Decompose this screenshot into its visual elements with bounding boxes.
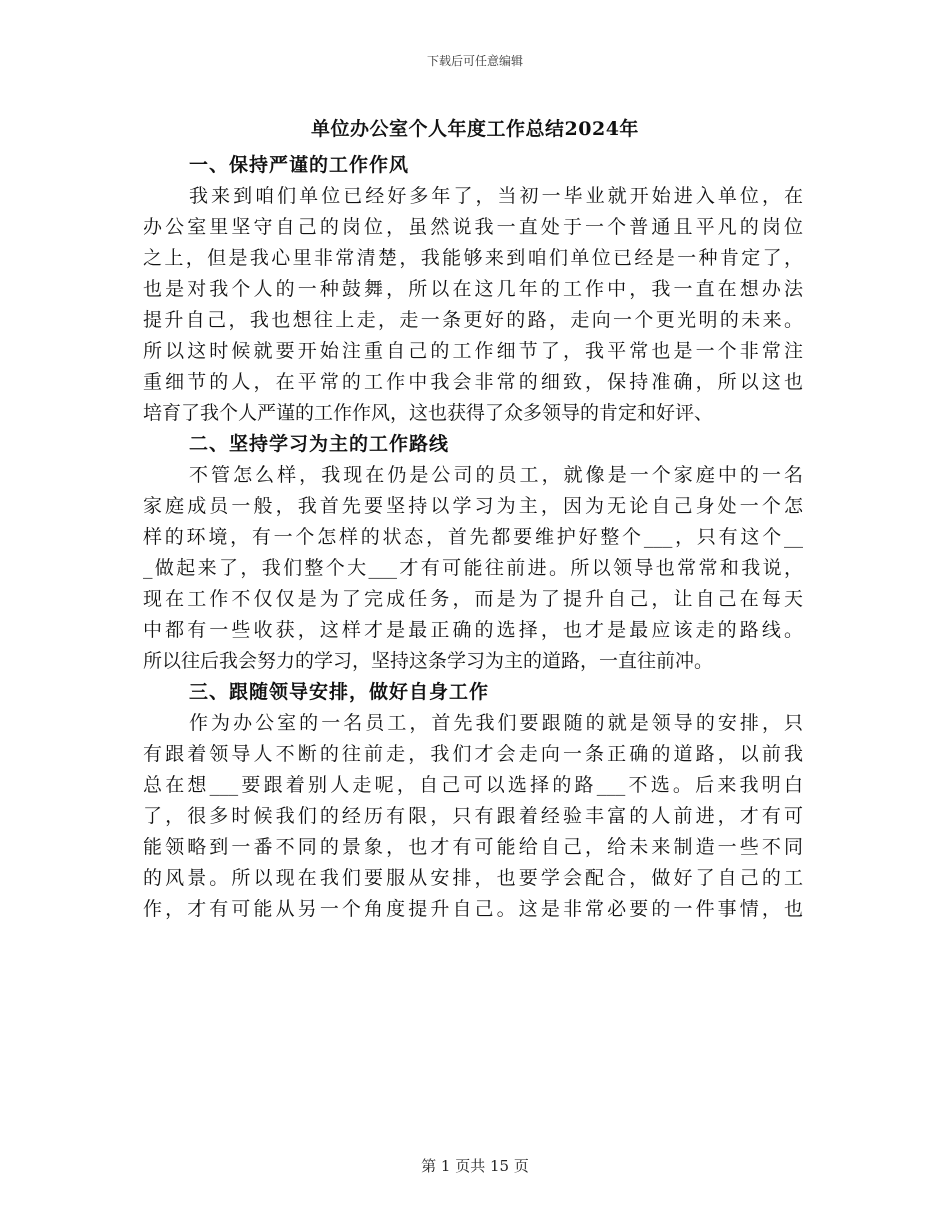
paragraph-line: 能领略到一番不同的景象，也才有可能给自己，给未来制造一些不同 (143, 836, 803, 858)
paragraph-line: 也是对我个人的一种鼓舞，所以在这几年的工作中，我一直在想办法 (143, 278, 803, 300)
section-heading: 三、跟随领导安排，做好自身工作 (189, 681, 490, 703)
paragraph-line: 样的环境，有一个怎样的状态，首先都要维护好整个___，只有这个__ (143, 526, 803, 548)
paragraph-line: 所以这时候就要开始注重自己的工作细节了，我平常也是一个非常注 (143, 340, 803, 362)
paragraph-line: 不管怎么样，我现在仍是公司的员工，就像是一个家庭中的一名 (189, 464, 803, 486)
document-title: 单位办公室个人年度工作总结2024年 (311, 118, 639, 140)
paragraph-line: 总在想___要跟着别人走呢，自己可以选择的路___不选。后来我明白 (143, 774, 803, 796)
paragraph-line: 了，很多时候我们的经历有限，只有跟着经验丰富的人前进，才有可 (143, 805, 803, 827)
paragraph-line: 培育了我个人严谨的工作作风，这也获得了众多领导的肯定和好评、 (143, 402, 714, 424)
section-heading: 一、保持严谨的工作作风 (189, 154, 410, 176)
document-body (143, 150, 803, 925)
paragraph-line: 提升自己，我也想往上走，走一条更好的路，走向一个更光明的未来。 (143, 309, 803, 331)
paragraph-line: 重细节的人，在平常的工作中我会非常的细致，保持准确，所以这也 (143, 371, 803, 393)
header-note: 下载后可任意编辑 (426, 54, 523, 68)
paragraph-line: 作为办公室的一名员工，首先我们要跟随的就是领导的安排，只 (189, 712, 803, 734)
paragraph-line: 现在工作不仅仅是为了完成任务，而是为了提升自己，让自己在每天 (143, 588, 803, 610)
paragraph-line: 办公室里坚守自己的岗位，虽然说我一直处于一个普通且平凡的岗位 (143, 216, 803, 238)
paragraph-line: 之上，但是我心里非常清楚，我能够来到咱们单位已经是一种肯定了， (143, 247, 803, 269)
paragraph-line: 有跟着领导人不断的往前走，我们才会走向一条正确的道路，以前我 (143, 743, 803, 765)
paragraph-line: 作，才有可能从另一个角度提升自己。这是非常必要的一件事情，也 (143, 898, 803, 920)
paragraph-line: _做起来了，我们整个大___才有可能往前进。所以领导也常常和我说， (143, 557, 803, 579)
paragraph-line: 的风景。所以现在我们要服从安排，也要学会配合，做好了自己的工 (143, 867, 803, 889)
page-footer: 第 1 页共 15 页 (421, 1157, 529, 1175)
section-heading: 二、坚持学习为主的工作路线 (189, 433, 450, 455)
paragraph-line: 所以往后我会努力的学习，坚持这条学习为主的道路，一直往前冲。 (143, 650, 714, 672)
paragraph-line: 中都有一些收获，这样才是最正确的选择，也才是最应该走的路线。 (143, 619, 803, 641)
paragraph-line: 我来到咱们单位已经好多年了，当初一毕业就开始进入单位，在 (189, 185, 803, 207)
paragraph-line: 家庭成员一般，我首先要坚持以学习为主，因为无论自己身处一个怎 (143, 495, 803, 517)
